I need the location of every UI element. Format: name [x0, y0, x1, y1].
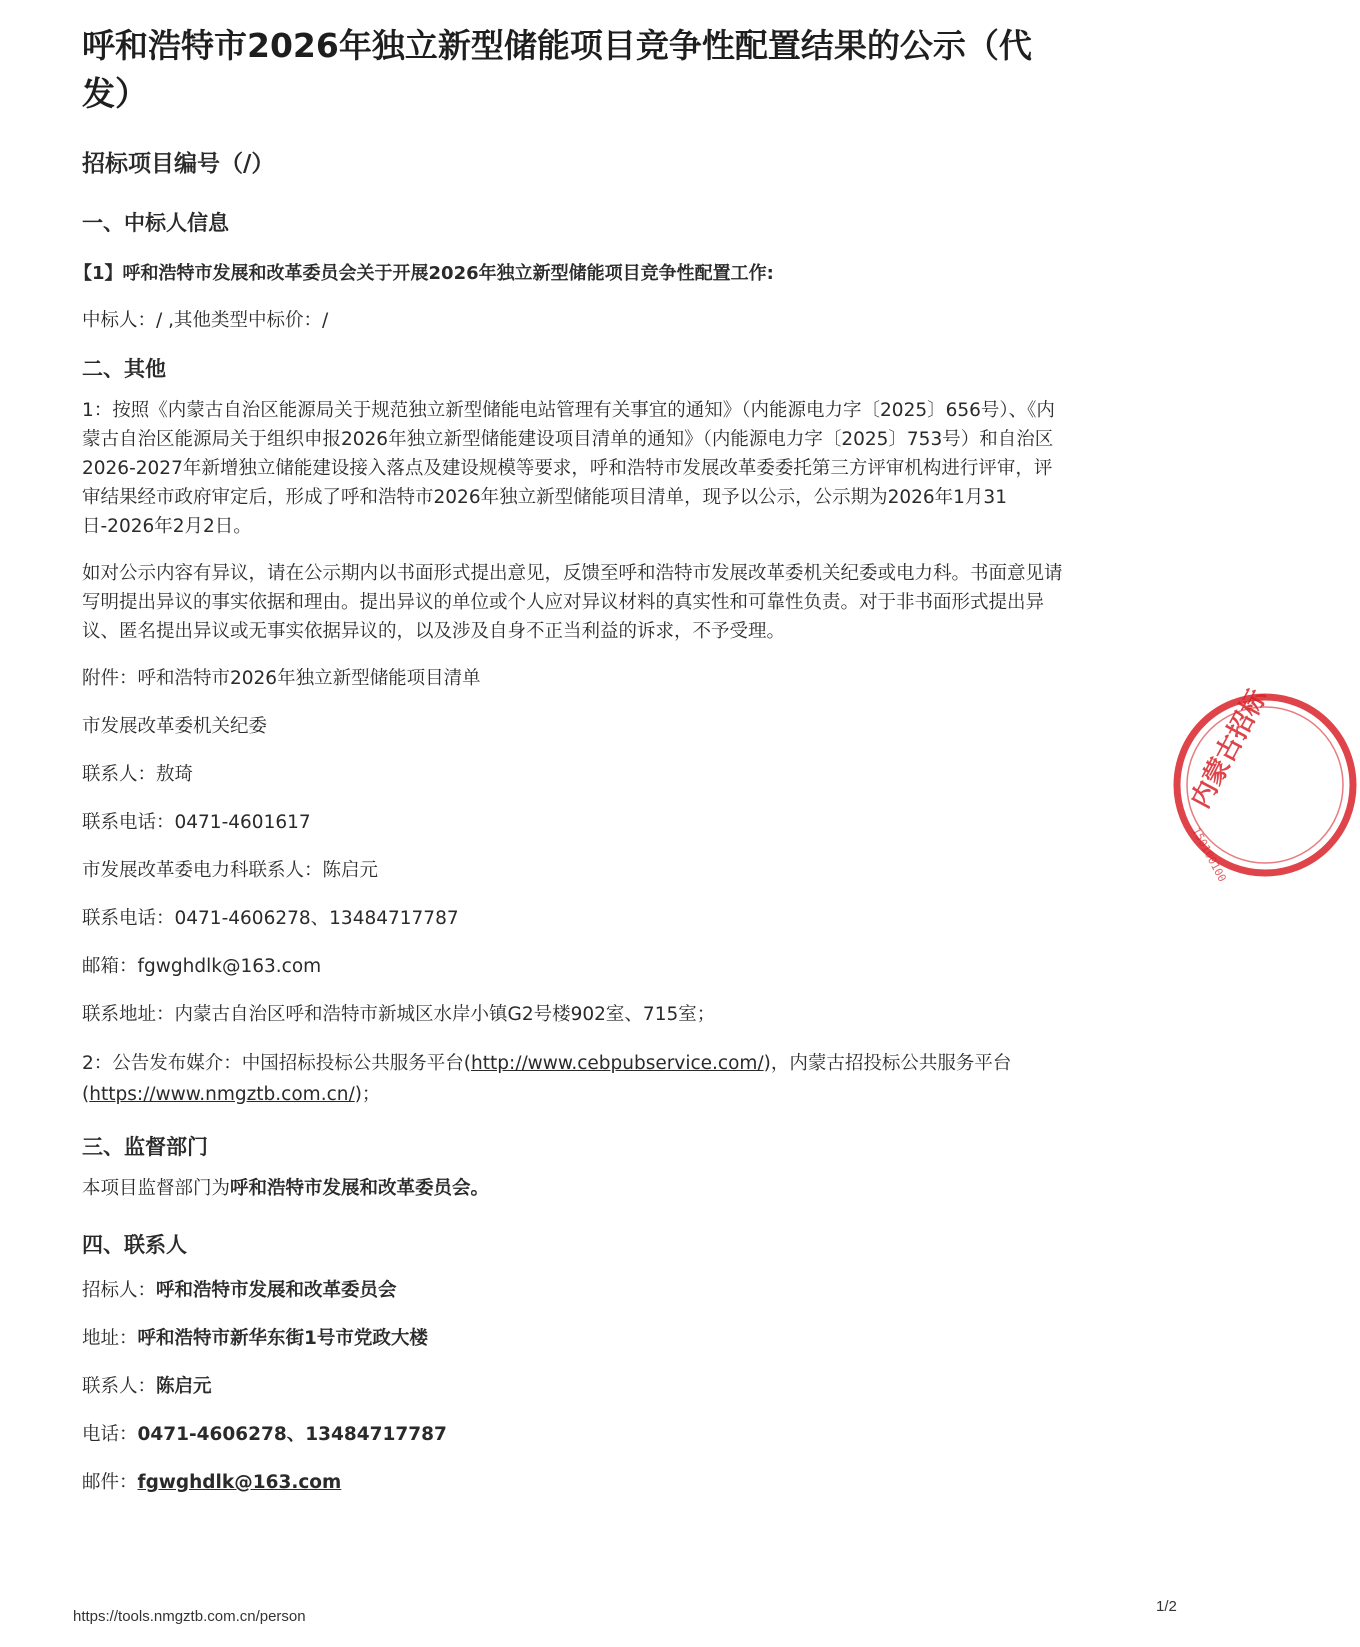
media-suffix: )； [354, 1084, 381, 1105]
project-number: 招标项目编号（/） [82, 151, 275, 177]
email-line: 邮箱：fgwghdlk@163.com [82, 956, 322, 977]
document-content [74, 22, 1067, 1516]
tenderer-address-label: 地址： [82, 1328, 138, 1349]
media-paragraph [82, 1048, 1067, 1110]
section-winner-heading: 一、中标人信息 [82, 211, 229, 235]
tenderer-contact-value: 陈启元 [156, 1376, 212, 1397]
media-prefix: 2：公告发布媒介：中国招标投标公共服务平台( [82, 1053, 471, 1074]
power-contact-line: 市发展改革委电力科联系人：陈启元 [82, 860, 379, 881]
tenderer-label: 招标人： [82, 1280, 157, 1301]
tenderer-phone-label: 电话： [82, 1424, 138, 1445]
media-mid: )，内蒙古招投标公共服务平台( [82, 1053, 1012, 1105]
tenderer-address-line [82, 1324, 1067, 1354]
svg-text:内蒙古招标: 内蒙古招标 [1185, 684, 1274, 814]
tenderer-mail-value[interactable]: fgwghdlk@163.com [137, 1472, 342, 1493]
other-paragraph-2: 如对公示内容有异议，请在公示期内以书面形式提出意见，反馈至呼和浩特市发展改革委机关纪委或电力科。书面意见请写明提出异议的事实依据和理由。提出异议的单位或个人应对异议材料的真实性和可靠性负责。对于非书面形式提出异议、匿名提出异议或无事实依据异议的，以及涉及自身不正当利益的诉求，不予受理。 [82, 563, 1063, 642]
contact-line: 联系人：敖琦 [82, 764, 194, 785]
section-contact-heading: 四、联系人 [82, 1233, 187, 1257]
winner-info: 中标人：/ ,其他类型中标价：/ [82, 310, 329, 331]
document-title: 呼和浩特市2026年独立新型储能项目竞争性配置结果的公示（代发） [82, 26, 1032, 113]
other-paragraph-1: 1：按照《内蒙古自治区能源局关于规范独立新型储能电站管理有关事宜的通知》（内能源电力字〔2025〕656号）、《内蒙古自治区能源局关于组织申报2026年独立新型储能建设项目清单的通知》（内能源电力字〔2025〕753号）和自治区2026-2027年新增独立储能建设接入落点及建设规模等要求，呼和浩特市发展改革委委托第三方评审机构进行评审，评审结果经市政府审定后，形成了呼和浩特市2026年独立新型储能项目清单，现予以公示，公示期为2026年1月31日-2026年2月2日。 [82, 400, 1055, 537]
tenderer-line [82, 1276, 1067, 1306]
phone-line-2: 联系电话：0471-4606278、13484717787 [82, 908, 459, 929]
tenderer-contact-line [82, 1372, 1067, 1402]
official-seal-stamp [1170, 684, 1360, 885]
tenderer-mail-line [82, 1468, 1067, 1498]
tenderer-contact-label: 联系人： [82, 1376, 157, 1397]
tenderer-mail-label: 邮件： [82, 1472, 138, 1493]
tenderer-phone-line [82, 1420, 1067, 1450]
address-line: 联系地址：内蒙古自治区呼和浩特市新城区水岸小镇G2号楼902室、715室； [82, 1004, 716, 1025]
nmgztb-link[interactable]: https://www.nmgztb.com.cn/ [89, 1084, 355, 1105]
cebpubservice-link[interactable]: http://www.cebpubservice.com/ [471, 1053, 764, 1074]
phone-line-1: 联系电话：0471-4601617 [82, 812, 311, 833]
dept-line: 市发展改革委机关纪委 [82, 716, 268, 737]
supervision-text [82, 1174, 1067, 1204]
section-supervision-heading: 三、监督部门 [82, 1135, 208, 1159]
svg-text:150100100: 150100100 [1189, 825, 1229, 885]
footer-url: https://tools.nmgztb.com.cn/person [73, 1608, 306, 1625]
supervision-prefix: 本项目监督部门为 [82, 1178, 231, 1199]
page-number: 1/2 [1156, 1598, 1177, 1615]
winner-subheading: 【1】呼和浩特市发展和改革委员会关于开展2026年独立新型储能项目竞争性配置工作: [74, 263, 774, 284]
supervision-dept: 呼和浩特市发展和改革委员会。 [230, 1178, 490, 1199]
section-other-heading: 二、其他 [82, 357, 166, 381]
attachment-line: 附件：呼和浩特市2026年独立新型储能项目清单 [82, 668, 481, 689]
tenderer-phone-value: 0471-4606278、13484717787 [137, 1424, 447, 1445]
tenderer-value: 呼和浩特市发展和改革委员会 [156, 1280, 397, 1301]
tenderer-address-value: 呼和浩特市新华东街1号市党政大楼 [137, 1328, 428, 1349]
